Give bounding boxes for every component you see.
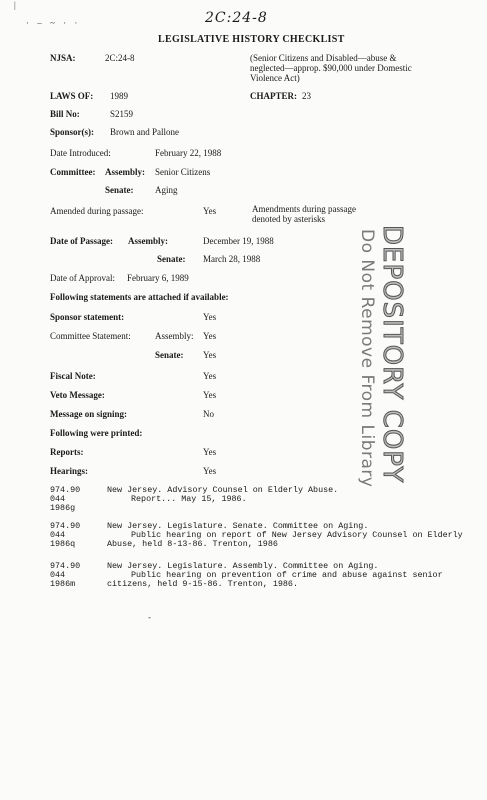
laws-of-value: 1989 [110,91,128,101]
message-signing-label: Message on signing: [50,409,128,419]
committee-statement-label: Committee Statement: [50,331,131,341]
message-signing-value: No [203,409,214,419]
committee-statement-assembly-value: Yes [203,331,217,341]
committee-label: Committee: [50,167,96,177]
sponsor-statement-label: Sponsor statement: [50,312,125,322]
chapter-label: CHAPTER: [250,91,297,101]
scan-mark: | [14,0,16,10]
committee-statement-senate-label: Senate: [155,350,184,360]
fiscal-note-value: Yes [203,371,217,381]
amended-value: Yes [203,206,217,216]
reference-line: Public hearing on report of New Jersey Advisory Counsel on Elderly [131,530,463,540]
approval-value: February 6, 1989 [127,273,189,283]
reports-value: Yes [203,447,217,457]
approval-label: Date of Approval: [50,273,115,283]
sponsors-label: Sponsor(s): [50,127,95,137]
hearings-value: Yes [203,466,217,476]
committee-senate-value: Aging [155,185,178,195]
handwritten-code: 2C:24-8 [205,10,268,26]
reference-line: New Jersey. Advisory Counsel on Elderly Abuse. [107,485,339,495]
reference-call-number: 044 [50,494,66,504]
reports-label: Reports: [50,447,84,457]
depository-stamp [345,225,415,488]
reference-call-number: 044 [50,530,66,540]
hearings-label: Hearings: [50,466,88,476]
amended-label: Amended during passage: [50,206,144,216]
reference-call-number: 974.90 [50,521,81,531]
reference-line: citizens, held 9-15-86. Trenton, 1986. [107,579,298,589]
reference-call-number: 044 [50,570,66,580]
committee-statement-assembly-label: Assembly: [155,331,194,341]
bill-no-value: S2159 [110,109,134,119]
reference-call-number: 1986g [50,503,76,513]
veto-message-value: Yes [203,390,217,400]
scan-mark: · ‒ ~ · · [26,18,81,28]
bill-no-label: Bill No: [50,109,80,119]
passage-senate-label: Senate: [157,254,186,264]
chapter-value: 23 [302,91,311,101]
reference-line: Public hearing on prevention of crime and abuse against senior [131,570,443,580]
date-introduced-value: February 22, 1988 [155,148,222,158]
passage-assembly-value: December 19, 1988 [203,236,274,246]
fiscal-note-label: Fiscal Note: [50,371,96,381]
reference-line: New Jersey. Legislature. Senate. Committee on Aging. [107,521,369,531]
committee-assembly-label: Assembly: [105,167,145,177]
passage-label: Date of Passage: [50,236,113,246]
attached-heading: Following statements are attached if available: [50,292,229,302]
reference-call-number: 974.90 [50,485,81,495]
sponsor-statement-value: Yes [203,312,217,322]
reference-call-number: 974.90 [50,561,81,571]
njsa-label: NJSA: [50,53,76,63]
passage-senate-value: March 28, 1988 [203,254,261,264]
sponsors-value: Brown and Pallone [110,127,179,137]
reference-line: Report... May 15, 1986. [131,494,247,504]
date-introduced-label: Date Introduced: [50,148,111,158]
reference-call-number: 1986m [50,579,76,589]
committee-assembly-value: Senior Citizens [155,167,211,177]
stamp-do-not-remove: Do Not Remove From Library [357,229,377,488]
reference-line: Abuse, held 8-13-86. Trenton, 1986 [107,539,278,549]
printed-heading: Following were printed: [50,428,143,438]
bill-description: (Senior Citizens and Disabled—abuse & neglected—approp. $90,000 under Domestic Violence Act) [250,53,412,83]
passage-assembly-label: Assembly: [128,236,168,246]
reference-line: New Jersey. Legislature. Assembly. Committee on Aging. [107,561,379,571]
reference-call-number: 1986q [50,539,76,549]
veto-message-label: Veto Message: [50,390,105,400]
njsa-value: 2C:24-8 [105,53,135,63]
page-title: LEGISLATIVE HISTORY CHECKLIST [158,34,345,45]
laws-of-label: LAWS OF: [50,91,94,101]
committee-statement-senate-value: Yes [203,350,217,360]
committee-senate-label: Senate: [105,185,134,195]
stamp-depository-copy: DEPOSITORY COPY [377,225,407,484]
scan-mark: - [148,612,151,622]
amended-note: Amendments during passage denoted by asterisks [252,204,356,224]
